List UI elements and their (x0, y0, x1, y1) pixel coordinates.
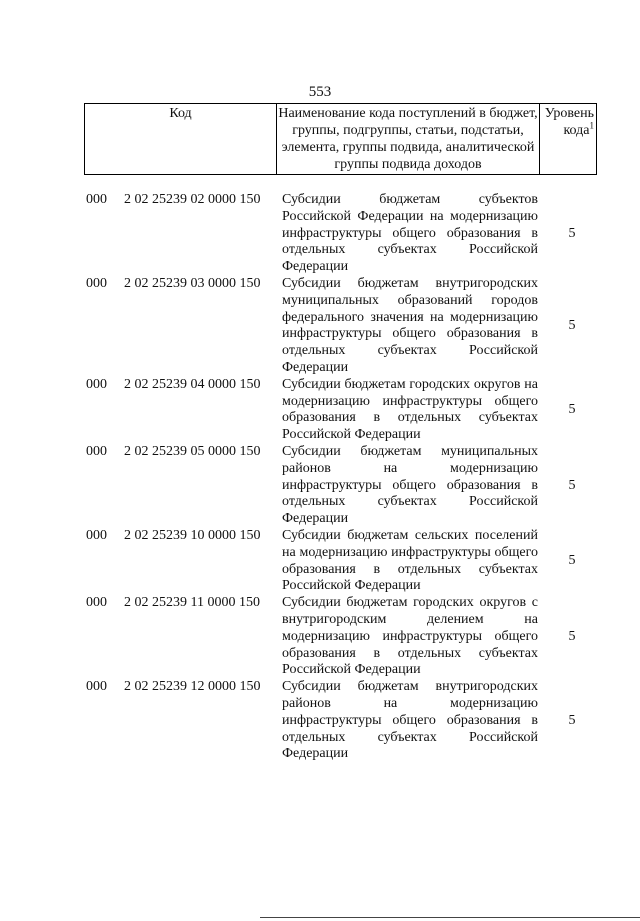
code-level: 5 (568, 225, 576, 241)
table-row (86, 377, 606, 444)
table-row (86, 528, 606, 595)
revenue-name: Субсидии бюджетам муниципальных районов на модернизацию инфраструктуры общего образования в отдельных субъектах Российской Федерации (282, 443, 538, 527)
table-header (84, 103, 597, 175)
revenue-code: 2 02 25239 11 0000 150 (124, 595, 260, 611)
header-level (539, 104, 597, 174)
table-body (86, 192, 606, 763)
code-level: 5 (568, 553, 576, 569)
revenue-name: Субсидии бюджетам городских округов с внутригородским делением на модернизацию инфраструктуры общего образования в отдельных субъектах Российской Федерации (282, 595, 538, 678)
table-row (86, 276, 606, 377)
admin-code: 000 (86, 679, 107, 695)
code-level: 5 (568, 477, 576, 493)
revenue-code: 2 02 25239 03 0000 150 (124, 275, 261, 291)
revenue-name: Субсидии бюджетам сельских поселений на модернизацию инфраструктуры общего образования в отдельных субъектах Российской Федерации (282, 527, 538, 594)
admin-code: 000 (86, 192, 107, 207)
revenue-name: Субсидии бюджетам субъектов Российской Федерации на модернизацию инфраструктуры общего образования в отдельных субъектах Российской Федерации (282, 192, 538, 275)
revenue-code: 2 02 25239 05 0000 150 (124, 443, 261, 459)
header-level-footnote: 1 (589, 120, 594, 131)
revenue-code: 2 02 25239 02 0000 150 (124, 192, 261, 207)
code-level: 5 (568, 317, 576, 333)
revenue-name: Субсидии бюджетам городских округов на модернизацию инфраструктуры общего образования в отдельных субъектах Российской Федерации (282, 376, 538, 443)
header-code: Код (84, 104, 276, 174)
header-level-label: Уровень кода (544, 106, 594, 138)
revenue-code: 2 02 25239 10 0000 150 (124, 527, 261, 543)
code-level: 5 (568, 628, 576, 644)
revenue-name: Субсидии бюджетам внутригородских районов на модернизацию инфраструктуры общего образования в отдельных субъектах Российской Федерации (282, 679, 538, 762)
revenue-name: Субсидии бюджетам внутригородских муниципальных образований городов федерального значения на модернизацию инфраструктуры общего образования в отдельных субъектах Российской Федерации (282, 275, 538, 375)
page-number: 553 (308, 84, 332, 100)
admin-code: 000 (86, 595, 107, 611)
revenue-code: 2 02 25239 04 0000 150 (124, 376, 261, 392)
table-row (86, 595, 606, 679)
page-edge-line (260, 917, 640, 918)
table-row (86, 192, 606, 276)
revenue-code: 2 02 25239 12 0000 150 (124, 679, 261, 695)
admin-code: 000 (86, 275, 107, 291)
admin-code: 000 (86, 443, 107, 459)
code-level: 5 (568, 712, 576, 728)
admin-code: 000 (86, 527, 107, 543)
table-row (86, 679, 606, 763)
admin-code: 000 (86, 376, 107, 392)
table-row (86, 444, 606, 528)
code-level: 5 (568, 401, 576, 417)
header-name: Наименование кода поступлений в бюджет, группы, подгруппы, статьи, подстатьи, элемента, группы подвида, аналитической группы подвида доходов (276, 104, 539, 174)
